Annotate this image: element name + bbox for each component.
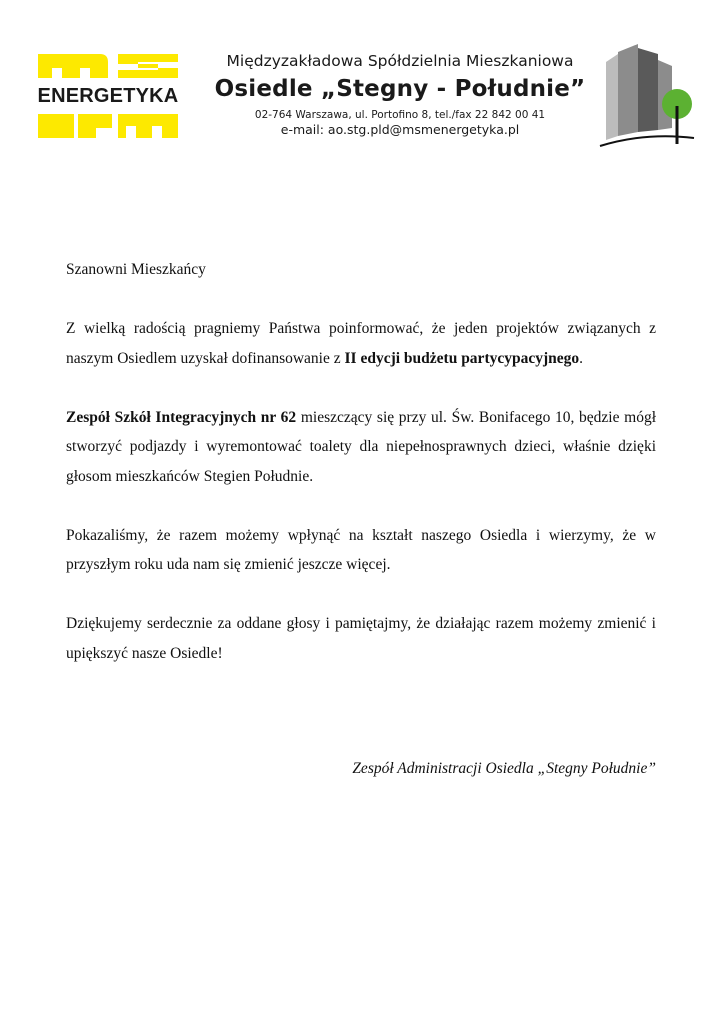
- paragraph-2-text: mieszczący się przy ul. Św. Bonifacego 10, będzie mógł stworzyć podjazdy i wyremontować toalety dla niepełnosprawnych dzieci, właśnie dzięki głosom mieszkańców Stegien Południe.: [66, 408, 656, 485]
- paragraph-1: [66, 314, 656, 373]
- paragraph-1-bold: II edycji budżetu partycypacyjnego: [344, 349, 580, 367]
- paragraph-2: [66, 403, 656, 492]
- paragraph-3: Pokazaliśmy, że razem możemy wpłynąć na kształt naszego Osiedla i wierzymy, że w przyszłym roku uda nam się zmienić jeszcze więcej.: [66, 526, 656, 573]
- paragraph-1-end: .: [579, 349, 584, 367]
- msm-energetyka-logo: [34, 54, 182, 138]
- paragraph-2-bold: Zespół Szkół Integracyjnych nr 62: [66, 408, 297, 426]
- org-name-line2: Osiedle „Stegny - Południe”: [214, 76, 586, 102]
- buildings-tree-logo: [596, 40, 696, 150]
- org-name-line1: Międzyzakładowa Spółdzielnia Mieszkaniowa: [226, 52, 574, 70]
- signature: Zespół Administracji Osiedla „Stegny Południe”: [352, 760, 656, 777]
- organization-header: [190, 50, 610, 138]
- greeting: Szanowni Mieszkańcy: [66, 261, 206, 278]
- brand-wordmark: ENERGETYKA: [37, 85, 179, 107]
- paragraph-1-text: Z wielką radością pragniemy Państwa poinformować, że jeden projektów związanych z naszym Osiedlem uzyskał dofinansowanie z: [66, 320, 656, 367]
- buildings-tree-icon: [596, 40, 696, 150]
- org-address: 02-764 Warszawa, ul. Portofino 8, tel./fax 22 842 00 41: [254, 109, 546, 121]
- letter-body: [66, 255, 656, 668]
- paragraph-4: Dziękujemy serdecznie za oddane głosy i pamiętajmy, że działając razem możemy zmienić i upiększyć nasze Osiedle!: [66, 615, 656, 662]
- org-email: e-mail: ao.stg.pld@msmenergetyka.pl: [280, 122, 520, 137]
